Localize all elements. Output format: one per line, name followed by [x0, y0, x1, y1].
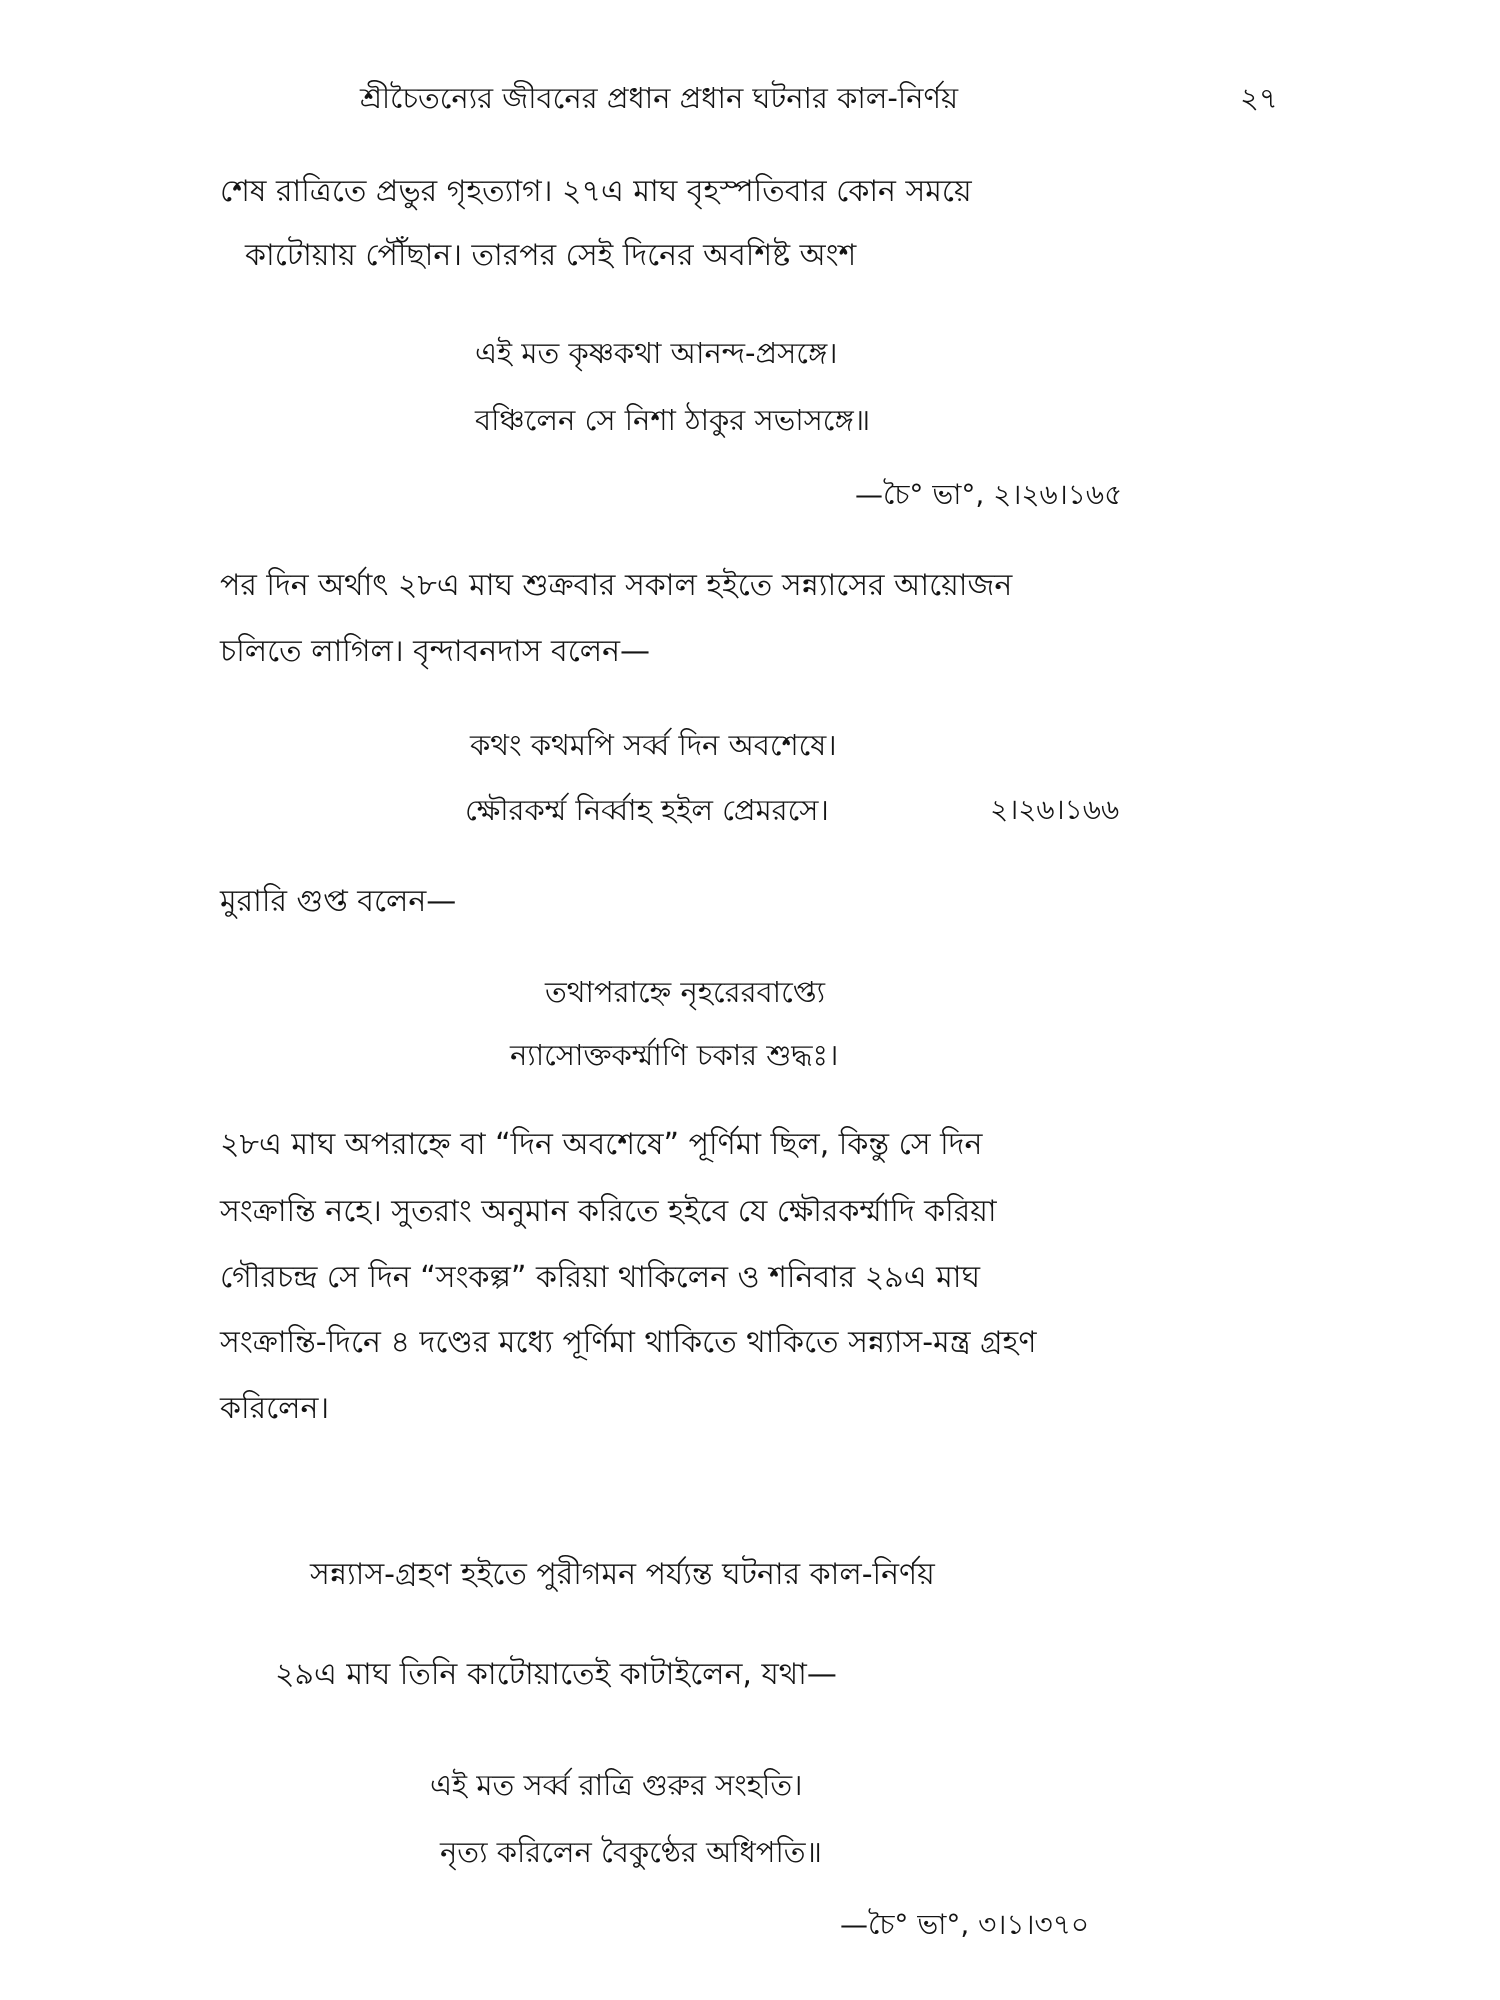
paragraph-line: শেষ রাত্রিতে প্রভুর গৃহত্যাগ। ২৭এ মাঘ বৃহস্পতিবার কোন সময়ে	[220, 174, 972, 209]
paragraph-line: কাটোয়ায় পৌঁছান। তারপর সেই দিনের অবশিষ্ট অংশ	[245, 238, 857, 273]
verse-line: কথং কথমপি সর্ব্ব দিন অবশেষে।	[470, 728, 837, 762]
verse-line: বঞ্চিলেন সে নিশা ঠাকুর সভাসঙ্গে॥	[475, 403, 871, 437]
running-header-title: শ্রীচৈতন্যের জীবনের প্রধান প্রধান ঘটনার কাল-নির্ণয়	[360, 81, 959, 115]
paragraph-line: সংক্রান্তি নহে। সুতরাং অনুমান করিতে হইবে যে ক্ষৌরকর্ম্মাদি করিয়া	[220, 1194, 997, 1229]
paragraph-line: মুরারি গুপ্ত বলেন—	[220, 884, 457, 919]
paragraph-line: ২৮এ মাঘ অপরাহ্নে বা “দিন অবশেষে” পূর্ণিমা ছিল, কিন্তু সে দিন	[220, 1127, 983, 1162]
verse-line: ক্ষৌরকর্ম্ম নির্ব্বাহ হইল প্রেমরসে।	[465, 793, 829, 827]
verse-line: নৃত্য করিলেন বৈকুণ্ঠের অধিপতি॥	[440, 1835, 822, 1869]
paragraph-line: চলিতে লাগিল। বৃন্দাবনদাস বলেন—	[220, 634, 651, 669]
verse-citation: —চৈ° ভা°, ৩।১।৩৭০	[840, 1908, 1090, 1941]
verse-line: এই মত কৃষ্ণকথা আনন্দ-প্রসঙ্গে।	[475, 336, 838, 370]
verse-citation: —চৈ° ভা°, ২।২৬।১৬৫	[855, 478, 1123, 511]
paragraph-line: পর দিন অর্থাৎ ২৮এ মাঘ শুক্রবার সকাল হইতে সন্ন্যাসের আয়োজন	[220, 568, 1013, 603]
paragraph-line: গৌরচন্দ্র সে দিন “সংকল্প” করিয়া থাকিলেন ও শনিবার ২৯এ মাঘ	[220, 1260, 981, 1295]
paragraph-line: করিলেন।	[220, 1391, 330, 1426]
verse-line: ন্যাসোক্তকর্ম্মাণি চকার শুদ্ধঃ।	[510, 1038, 839, 1072]
paragraph-line: সংক্রান্তি-দিনে ৪ দণ্ডের মধ্যে পূর্ণিমা থাকিতে থাকিতে সন্ন্যাস-মন্ত্র গ্রহণ	[220, 1325, 1037, 1360]
paragraph-line: ২৯এ মাঘ তিনি কাটোয়াতেই কাটাইলেন, যথা—	[275, 1657, 837, 1692]
verse-line: তথাপরাহ্নে নৃহরেরবাপ্ত্যে	[545, 975, 825, 1009]
verse-line: এই মত সর্ব্ব রাত্রি গুরুর সংহতি।	[430, 1768, 803, 1802]
section-heading: সন্ন্যাস-গ্রহণ হইতে পুরীগমন পর্য্যন্ত ঘটনার কাল-নির্ণয়	[310, 1557, 935, 1592]
page-number: ২৭	[1240, 81, 1278, 115]
verse-citation: ২।২৬।১৬৬	[990, 793, 1120, 826]
